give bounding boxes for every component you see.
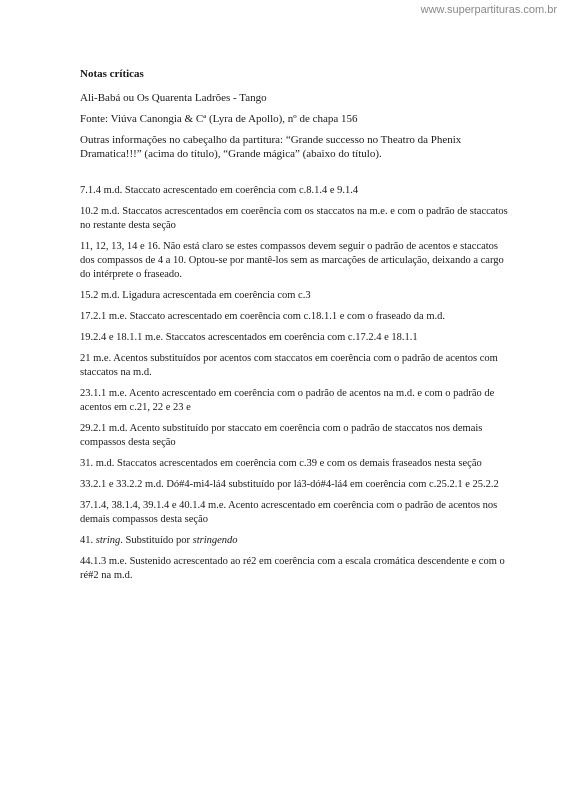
note-item: 11, 12, 13, 14 e 16. Não está claro se estes compassos devem seguir o padrão de acentos e staccatos dos compassos de 4 a 10. Optou-se por mantê-los sem as marcações de articulação, deixando a cargo do intérprete o fraseado.: [80, 241, 504, 280]
note-item: 33.2.1 e 33.2.2 m.d. Dó#4-mi4-lá4 substituído por lá3-dó#4-lá4 em coerência com c.25.2.1 e 25.2.2: [80, 479, 499, 490]
note-item: 23.1.1 m.e. Acento acrescentado em coerência com o padrão de acentos na m.d. e com o padrão de acentos em c.21, 22 e 23 e: [80, 388, 495, 413]
note-item: 37.1.4, 38.1.4, 39.1.4 e 40.1.4 m.e. Acento acrescentado em coerência com o padrão de acentos nos demais compassos desta seção: [80, 500, 498, 525]
note-item: 19.2.4 e 18.1.1 m.e. Staccatos acrescentados em coerência com c.17.2.4 e 18.1.1: [80, 332, 418, 343]
note-prefix: 41.: [80, 535, 96, 546]
term-stringendo: stringendo: [192, 535, 238, 546]
note-item: 44.1.3 m.e. Sustenido acrescentado ao ré2 em coerência com a escala cromática descendente e com o ré#2 na m.d.: [80, 556, 505, 581]
note-item: 17.2.1 m.e. Staccato acrescentado em coerência com c.18.1.1 e com o fraseado da m.d.: [80, 311, 446, 322]
source-line: Fonte: Viúva Canongia & Cª (Lyra de Apollo), nº de chapa 156: [80, 113, 358, 125]
note-item: 21 m.e. Acentos substituídos por acentos com staccatos em coerência com o padrão de acentos com staccatos na m.d.: [80, 353, 498, 378]
site-watermark: www.superpartituras.com.br: [420, 4, 557, 16]
note-middle: . Substituído por: [120, 535, 193, 546]
term-string: string: [95, 535, 121, 546]
piece-title: Ali-Babá ou Os Quarenta Ladrões - Tango: [80, 92, 267, 104]
note-item: 7.1.4 m.d. Staccato acrescentado em coerência com c.8.1.4 e 9.1.4: [80, 185, 359, 196]
note-item-string: [80, 534, 510, 548]
section-spacer: [80, 168, 510, 184]
other-info: Outras informações no cabeçalho da partitura: “Grande successo no Theatro da Phenix Dramatica!!!” (acima do título), “Grande mágica” (abaixo do título).: [80, 134, 462, 160]
page-title: Notas críticas: [80, 68, 144, 80]
critical-notes-document: [80, 67, 510, 590]
note-item: 10.2 m.d. Staccatos acrescentados em coerência com os staccatos na m.e. e com o padrão de staccatos no restante desta seção: [80, 206, 508, 231]
note-item: 15.2 m.d. Ligadura acrescentada em coerência com c.3: [80, 290, 311, 301]
note-item: 31. m.d. Staccatos acrescentados em coerência com c.39 e com os demais fraseados nesta seção: [80, 458, 482, 469]
note-item: 29.2.1 m.d. Acento substituído por staccato em coerência com o padrão de staccatos nos demais compassos desta seção: [80, 423, 483, 448]
